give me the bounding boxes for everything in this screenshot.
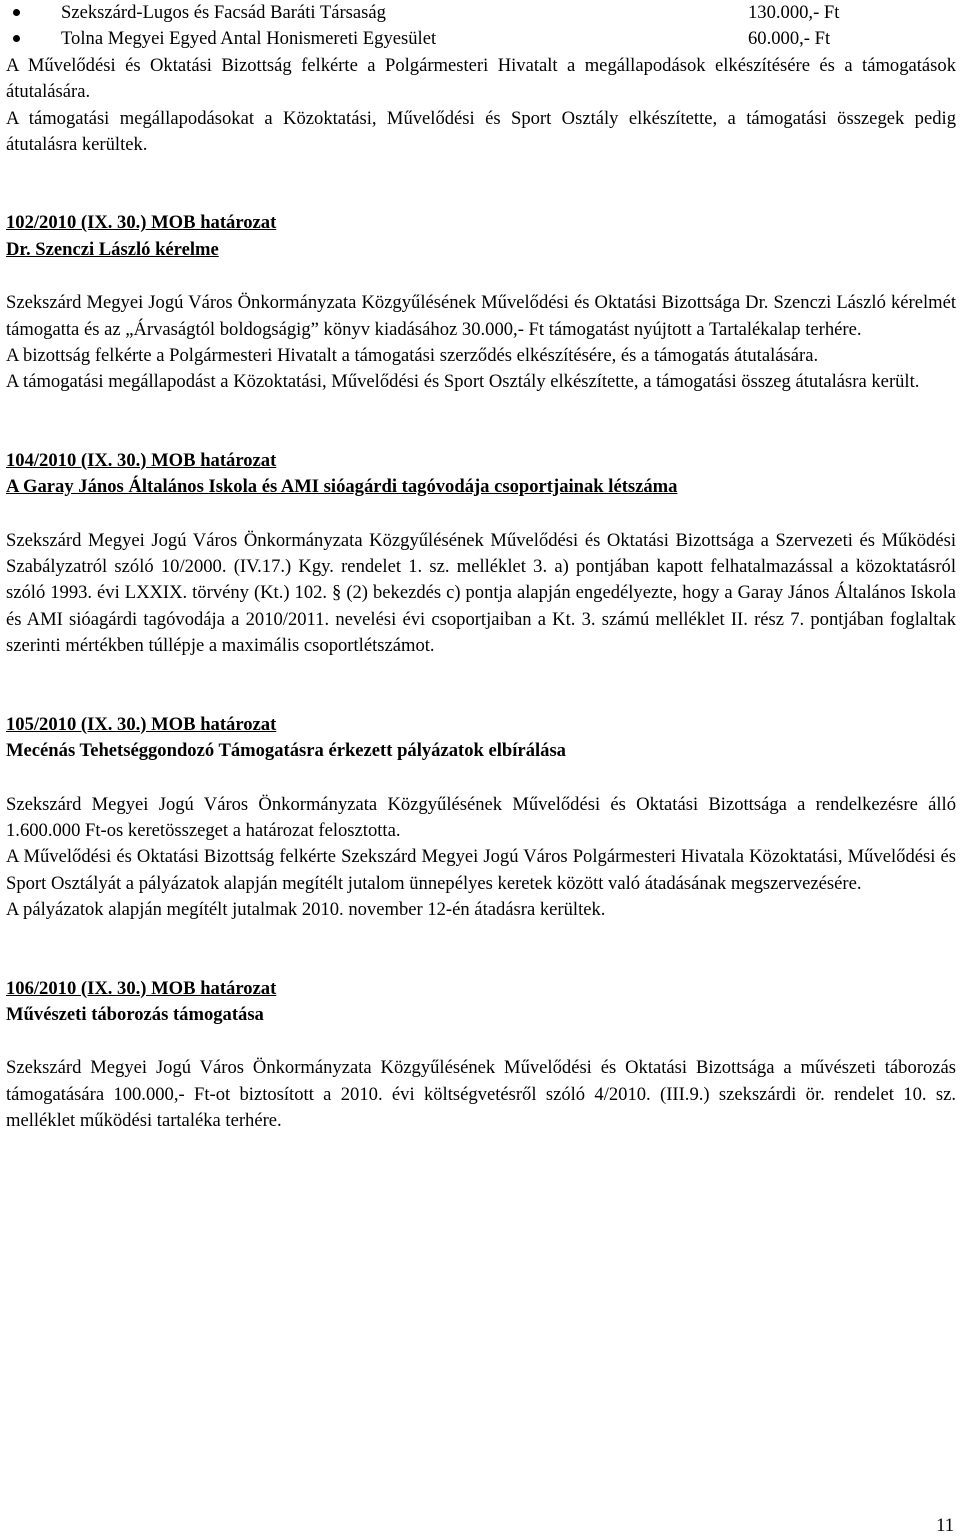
- resolution-number: 105/2010 (IX. 30.) MOB határozat: [6, 713, 277, 735]
- paragraph: A támogatási megállapodásokat a Közoktatási, Művelődési és Sport Osztály elkészítette, a támogatási összegek pedig átutalásra kerültek.: [6, 107, 956, 155]
- resolution-title: A Garay János Általános Iskola és AMI sióagárdi tagóvodája csoportjainak létszáma: [6, 476, 678, 498]
- organization-name: Szekszárd-Lugos és Facsád Baráti Társaság: [61, 2, 386, 23]
- list-item: [6, 26, 956, 52]
- paragraph: Szekszárd Megyei Jogú Város Önkormányzata Közgyűlésének Művelődési és Oktatási Bizottsága a Szervezeti és Működési Szabályzatról szóló 10/2000. (IV.17.) Kgy. rendelet 1. sz. melléklet 3. a) pontjában kapott felhatalmazással a közoktatásról szóló 1993. évi LXXIX. törvény (Kt.) 102. § (2) bekezdés c) pontja alapján engedélyezte, hogy a Garay János Általános Iskola és AMI sióagárdi tagóvodája a 2010/2011. nevelési évi csoportjaiban a Kt. 3. számú melléklet II. rész 7. pontjában foglaltak szerinti mértékben túllépje a maximális csoportlétszámot.: [6, 529, 956, 657]
- resolution-106: [6, 976, 956, 1135]
- bullet-icon: [13, 9, 20, 16]
- resolution-number: 106/2010 (IX. 30.) MOB határozat: [6, 977, 277, 999]
- paragraph: A Művelődési és Oktatási Bizottság felkérte a Polgármesteri Hivatalt a megállapodások elkészítésére és a támogatások átutalására.: [6, 54, 956, 103]
- support-amount: 130.000,- Ft: [748, 2, 840, 23]
- bullet-icon: [13, 35, 20, 42]
- support-amount: 60.000,- Ft: [748, 28, 831, 50]
- page-number: 11: [936, 1515, 954, 1536]
- list-item: [6, 0, 956, 26]
- paragraph: A bizottság felkérte a Polgármesteri Hivatalt a támogatási szerződés elkészítésére, és a támogatás átutalására.: [6, 345, 819, 367]
- resolution-title: Mecénás Tehetséggondozó Támogatásra érkezett pályázatok elbírálása: [6, 740, 566, 762]
- resolution-number: 104/2010 (IX. 30.) MOB határozat: [6, 449, 277, 471]
- resolution-104: [6, 448, 956, 660]
- paragraph: Szekszárd Megyei Jogú Város Önkormányzata Közgyűlésének Művelődési és Oktatási Bizottsága Dr. Szenczi László kérelmét támogatta és az „Árvaságtól boldogságig” könyv kiadásához 30.000,- Ft támogatást nyújtott a Tartalékalap terhére.: [6, 292, 956, 340]
- resolution-title: Dr. Szenczi László kérelme: [6, 238, 219, 260]
- document-page: [6, 0, 956, 1135]
- paragraph: A Művelődési és Oktatási Bizottság felkérte Szekszárd Megyei Jogú Város Polgármesteri Hivatala Közoktatási, Művelődési és Sport Osztályát a pályázatok alapján megítélt jutalom ünnepélyes keretek között való átadásának megszervezésére.: [6, 846, 956, 894]
- organization-name: Tolna Megyei Egyed Antal Honismereti Egyesület: [61, 28, 437, 50]
- paragraph: A támogatási megállapodást a Közoktatási, Művelődési és Sport Osztály elkészítette, a támogatási összeg átutalásra került.: [6, 371, 920, 393]
- resolution-title: Művészeti táborozás támogatása: [6, 1003, 264, 1025]
- paragraph: Szekszárd Megyei Jogú Város Önkormányzata Közgyűlésének Művelődési és Oktatási Bizottsága a művészeti táborozás támogatására 100.000,- Ft-ot biztosított a 2010. évi költségvetésről szóló 4/2010. (III.9.) szekszárdi ör. rendelet 10. sz. melléklet működési tartaléka terhére.: [6, 1057, 956, 1132]
- paragraph: A pályázatok alapján megítélt jutalmak 2010. november 12-én átadásra kerültek.: [6, 899, 606, 921]
- resolution-number: 102/2010 (IX. 30.) MOB határozat: [6, 212, 277, 234]
- paragraph: Szekszárd Megyei Jogú Város Önkormányzata Közgyűlésének Művelődési és Oktatási Bizottsága a rendelkezésre álló 1.600.000 Ft-os keretösszeget a határozat felosztotta.: [6, 793, 956, 841]
- resolution-102: [6, 210, 956, 395]
- resolution-105: [6, 712, 956, 924]
